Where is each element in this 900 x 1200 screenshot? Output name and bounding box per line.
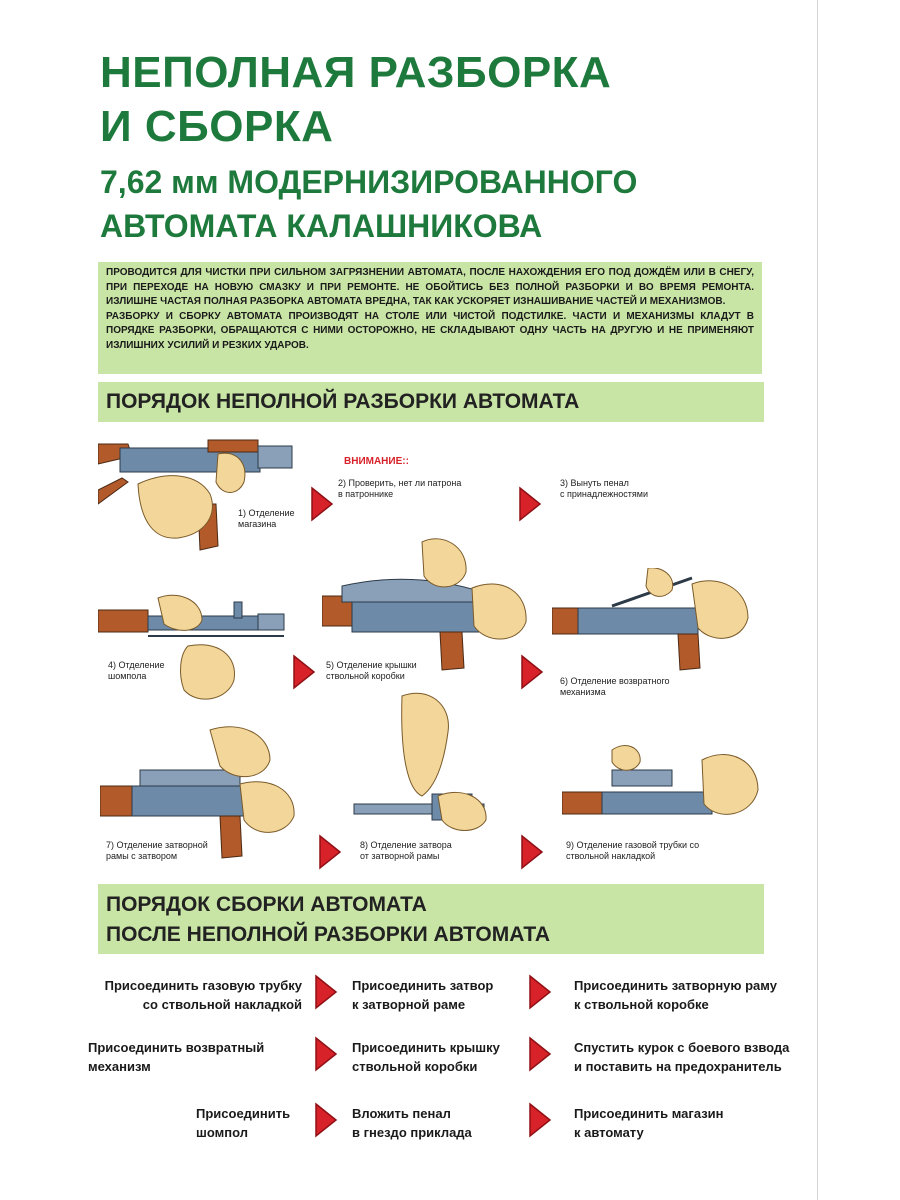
intro-paragraph-1: ПРОВОДИТСЯ ДЛЯ ЧИСТКИ ПРИ СИЛЬНОМ ЗАГРЯЗНЕНИИ АВТОМАТА, ПОСЛЕ НАХОЖДЕНИЯ ЕГО ПОД ДОЖДЁМ ИЛИ В СНЕГУ, ПРИ ПЕРЕХОДЕ НА НОВУЮ СМАЗКУ И ПРИ РЕМОНТЕ. НЕ ОБОЙТИСЬ БЕЗ ПОЛНОЙ РАЗБОРКИ И ВО ВРЕМЯ РЕМОНТА. ИЗЛИШНЕ ЧАСТАЯ ПОЛНАЯ РАЗБОРКА АВТОМАТА ВРЕДНА, ТАК КАК УСКОРЯЕТ ИЗНАШИВАНИЕ ЧАСТЕЙ И МЕХАНИЗМОВ. — [106, 267, 754, 308]
step-4-caption: 4) Отделение шомпола — [108, 660, 165, 681]
arrow-4-icon — [520, 654, 544, 690]
disassembly-heading: ПОРЯДОК НЕПОЛНОЙ РАЗБОРКИ АВТОМАТА — [98, 382, 764, 422]
assembly-step-9: Присоединить магазин к автомату — [574, 1106, 724, 1140]
arrow-3-icon — [292, 654, 316, 690]
assembly-step-1: Присоединить газовую трубку со ствольной накладкой — [104, 978, 302, 1012]
step-6-caption: 6) Отделение возвратного механизма — [560, 676, 670, 697]
assembly-step-6: Спустить курок с боевого взвода и поставить на предохранитель — [574, 1040, 790, 1074]
assembly-step-3: Присоединить затворную раму к ствольной коробке — [574, 978, 777, 1012]
step-2-caption: 2) Проверить, нет ли патрона в патроннике — [338, 478, 462, 499]
step-7-caption: 7) Отделение затворной рамы с затвором — [106, 840, 208, 861]
title-main — [100, 46, 611, 154]
step-8-illustration — [352, 686, 502, 836]
intro-box — [98, 262, 762, 374]
step-4-illustration — [98, 590, 288, 710]
assembly-arrow-4-icon — [528, 1036, 552, 1072]
title-line-2: И СБОРКА — [100, 102, 334, 151]
title-line-1: НЕПОЛНАЯ РАЗБОРКА — [100, 48, 612, 97]
arrow-5-icon — [318, 834, 342, 870]
assembly-step-4: Присоединить возвратный механизм — [88, 1040, 265, 1074]
step-9-caption: 9) Отделение газовой трубки со ствольной накладкой — [566, 840, 700, 861]
step-9-illustration — [562, 740, 762, 830]
assembly-step-5: Присоединить крышку ствольной коробки — [352, 1040, 500, 1074]
assembly-heading — [98, 884, 764, 954]
assembly-arrow-3-icon — [314, 1036, 338, 1072]
arrow-6-icon — [520, 834, 544, 870]
intro-paragraph-2: РАЗБОРКУ И СБОРКУ АВТОМАТА ПРОИЗВОДЯТ НА СТОЛЕ ИЛИ ЧИСТОЙ ПОДСТИЛКЕ. ЧАСТИ И МЕХАНИЗМЫ КЛАДУТ В ПОРЯДКЕ РАЗБОРКИ, ОБРАЩАЮТСЯ С НИМИ ОСТОРОЖНО, НЕ СКЛАДЫВАЮТ ОДНУ ЧАСТЬ НА ДРУГУЮ И НЕ ПРИМЕНЯЮТ ИЗЛИШНИХ УСИЛИЙ И РЕЗКИХ УДАРОВ. — [106, 310, 754, 351]
assembly-arrow-5-icon — [314, 1102, 338, 1138]
step-5-illustration — [322, 532, 532, 672]
assembly-arrow-6-icon — [528, 1102, 552, 1138]
title-line-3: 7,62 мм МОДЕРНИЗИРОВАННОГО — [100, 164, 638, 200]
step-7-illustration — [100, 720, 300, 860]
assembly-step-8: Вложить пенал в гнездо приклада — [352, 1106, 472, 1140]
title-line-4: АВТОМАТА КАЛАШНИКОВА — [100, 208, 543, 244]
step-8-caption: 8) Отделение затвора от затворной рамы — [360, 840, 452, 861]
assembly-arrow-2-icon — [528, 974, 552, 1010]
step-6-illustration — [552, 568, 762, 678]
step-5-caption: 5) Отделение крышки ствольной коробки — [326, 660, 417, 681]
step-3-caption: 3) Вынуть пенал с принадлежностями — [560, 478, 648, 499]
title-sub — [100, 160, 637, 248]
assembly-arrow-1-icon — [314, 974, 338, 1010]
arrow-1-icon — [310, 486, 334, 522]
assembly-step-7: Присоединить шомпол — [196, 1106, 291, 1140]
step-1-caption: 1) Отделение магазина — [238, 508, 295, 529]
assembly-step-2: Присоединить затвор к затворной раме — [352, 978, 494, 1012]
arrow-2-icon — [518, 486, 542, 522]
assembly-heading-line-1: ПОРЯДОК СБОРКИ АВТОМАТА — [106, 893, 427, 916]
assembly-heading-line-2: ПОСЛЕ НЕПОЛНОЙ РАЗБОРКИ АВТОМАТА — [106, 923, 551, 946]
step-1-illustration — [98, 434, 298, 564]
warning-label: ВНИМАНИЕ:: — [344, 456, 409, 467]
